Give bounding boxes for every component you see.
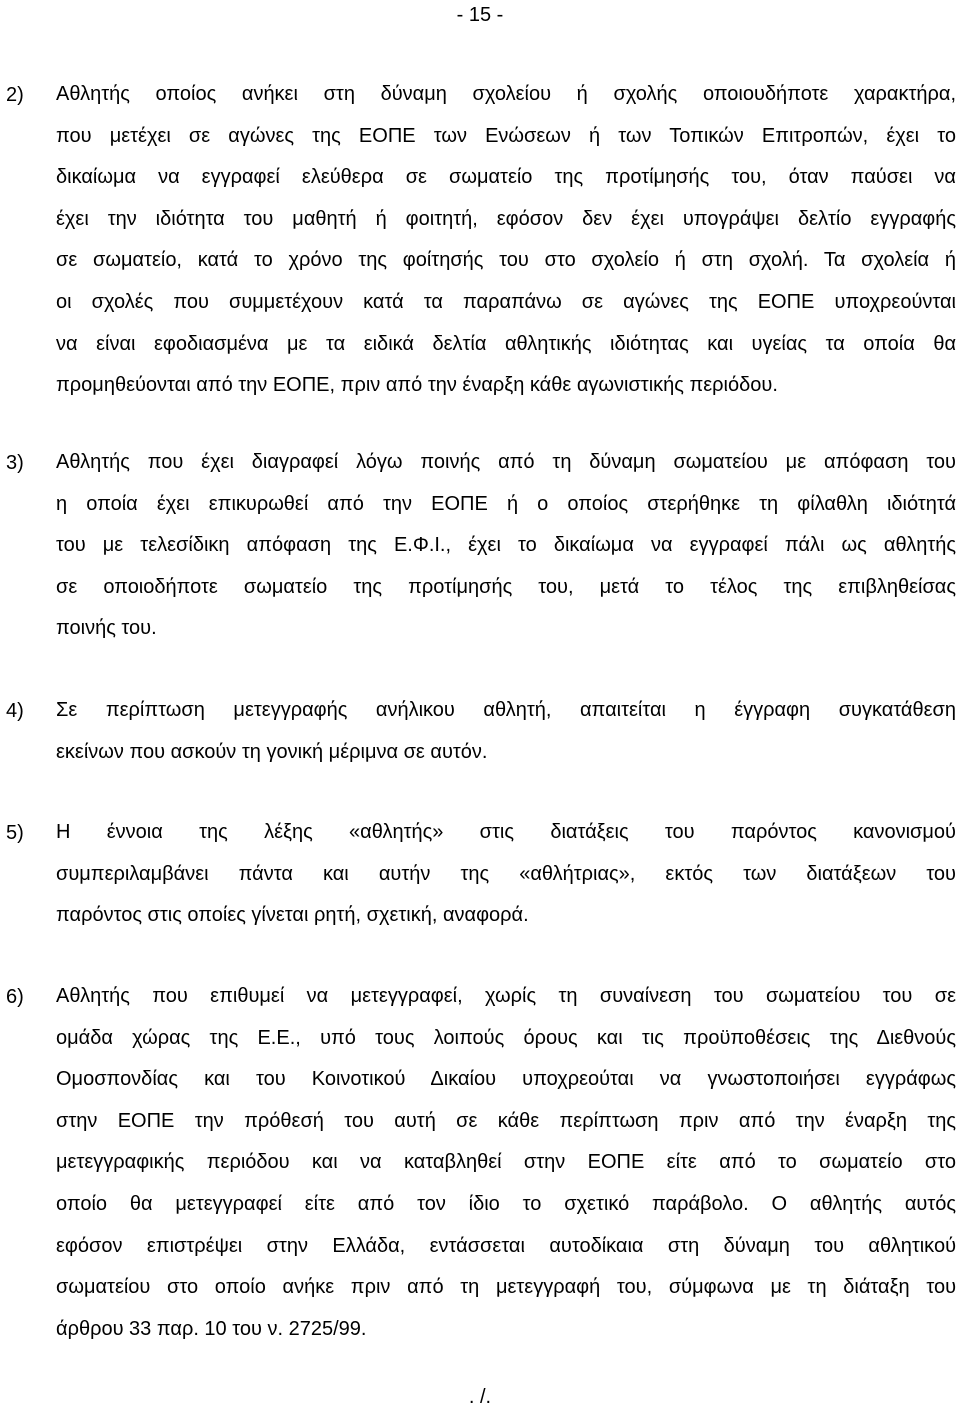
text-line: Αθλητής που επιθυμεί να μετεγγραφεί, χωρίς τη συναίνεση του σωματείου του σε xyxy=(56,985,956,1007)
text-line: ποινής του. xyxy=(56,617,157,640)
text-line: οποίο θα μετεγγραφεί είτε από τον ίδιο το σχετικό παράβολο. Ο αθλητής αυτός xyxy=(56,1192,956,1215)
text-line: Η έννοια της λέξης «αθλητής» στις διατάξεις του παρόντος κανονισμού xyxy=(56,821,956,843)
text-line: Αθλητής οποίος ανήκει στη δύναμη σχολείου ή σχολής οποιουδήποτε χαρακτήρα, xyxy=(56,83,956,105)
continuation-mark: . /. xyxy=(468,1386,492,1408)
text-line: να είναι εφοδιασμένα με τα ειδικά δελτία αθλητικής ιδιότητας και υγείας τα οποία θα xyxy=(56,332,956,355)
item-number: 5) xyxy=(6,822,24,844)
text-line: άρθρου 33 παρ. 10 του ν. 2725/99. xyxy=(56,1317,367,1340)
text-line: σε σωματείο, κατά το χρόνο της φοίτησής του στο σχολείο ή στη σχολή. Τα σχολεία ή xyxy=(56,249,956,272)
item-text xyxy=(56,812,956,937)
text-line: που μετέχει σε αγώνες της ΕΟΠΕ των Ενώσεων ή των Τοπικών Επιτροπών, έχει το xyxy=(56,124,956,147)
text-line: συμπεριλαμβάνει πάντα και αυτήν της «αθλήτριας», εκτός των διατάξεων του xyxy=(56,862,956,885)
item-number: 2) xyxy=(6,84,24,106)
text-line: προμηθεύονται από την ΕΟΠΕ, πριν από την έναρξη κάθε αγωνιστικής περιόδου. xyxy=(56,374,778,397)
text-line: Σε περίπτωση μετεγγραφής ανήλικου αθλητή, απαιτείται η έγγραφη συγκατάθεση xyxy=(56,699,956,721)
text-line: οι σχολές που συμμετέχουν κατά τα παραπάνω σε αγώνες της ΕΟΠΕ υποχρεούνται xyxy=(56,290,956,313)
text-line: δικαίωμα να εγγραφεί ελεύθερα σε σωματείο της προτίμησής του, όταν παύσει να xyxy=(56,166,956,189)
text-line: εκείνων που ασκούν τη γονική μέριμνα σε αυτόν. xyxy=(56,740,488,763)
text-line: σε οποιοδήποτε σωματείο της προτίμησής του, μετά το τέλος της επιβληθείσας xyxy=(56,575,956,598)
item-number: 4) xyxy=(6,700,24,722)
text-line: Ομοσπονδίας και του Κοινοτικού Δικαίου υποχρεούται να γνωστοποιήσει εγγράφως xyxy=(56,1068,956,1091)
item-number: 3) xyxy=(6,452,24,474)
text-line: η οποία έχει επικυρωθεί από την ΕΟΠΕ ή ο οποίος στερήθηκε τη φίλαθλη ιδιότητά xyxy=(56,492,956,515)
text-line: ομάδα χώρας της Ε.Ε., υπό τους λοιπούς όρους και τις προϋποθέσεις της Διεθνούς xyxy=(56,1026,956,1049)
item-text xyxy=(56,690,956,773)
item-text xyxy=(56,74,956,407)
text-line: παρόντος στις οποίες γίνεται ρητή, σχετική, αναφορά. xyxy=(56,904,529,927)
text-line: Αθλητής που έχει διαγραφεί λόγω ποινής από τη δύναμη σωματείου με απόφαση του xyxy=(56,451,956,473)
item-text xyxy=(56,442,956,650)
text-line: έχει την ιδιότητα του μαθητή ή φοιτητή, εφόσον δεν έχει υπογράψει δελτίο εγγραφής xyxy=(56,207,956,230)
text-line: σωματείου στο οποίο ανήκε πριν από τη μετεγγραφή του, σύμφωνα με τη διάταξη του xyxy=(56,1276,956,1299)
text-line: εφόσον επιστρέψει στην Ελλάδα, εντάσσεται αυτοδίκαια στη δύναμη του αθλητικού xyxy=(56,1234,956,1257)
item-number: 6) xyxy=(6,986,24,1008)
text-line: του με τελεσίδικη απόφαση της Ε.Φ.Ι., έχει το δικαίωμα να εγγραφεί πάλι ως αθλητής xyxy=(56,534,956,557)
text-line: μετεγγραφικής περιόδου και να καταβληθεί στην ΕΟΠΕ είτε από το σωματείο στο xyxy=(56,1151,956,1174)
item-text xyxy=(56,976,956,1350)
page-number: - 15 - xyxy=(456,4,504,26)
text-line: στην ΕΟΠΕ την πρόθεσή του αυτή σε κάθε περίπτωση πριν από την έναρξη της xyxy=(56,1109,956,1132)
